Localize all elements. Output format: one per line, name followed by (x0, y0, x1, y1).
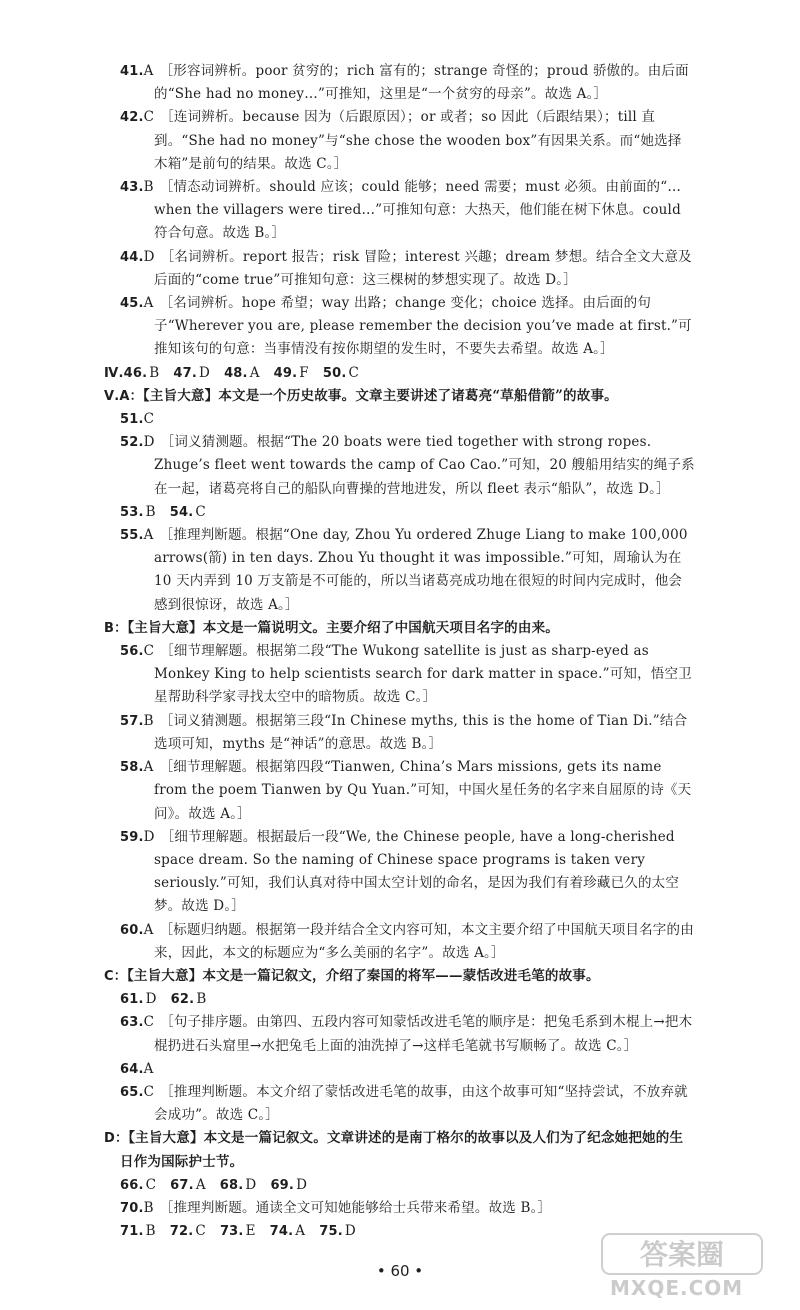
question-number: 54. (169, 504, 194, 520)
answer-letter: D (143, 434, 155, 451)
answer-letter: C (143, 1083, 155, 1100)
question-number: 67. (170, 1177, 194, 1193)
explanation-text: ［推理判断题。本文介绍了蒙恬改进毛笔的故事，由这个故事可知“坚持尝试，不放弃就会成功”。故选 C。］ (154, 1083, 688, 1124)
answer-item-43 (120, 176, 695, 246)
question-number: 63. (120, 1015, 144, 1031)
answer-letter: A (143, 1060, 154, 1077)
question-number: 42. (120, 110, 144, 126)
answer-letter: A (143, 759, 154, 776)
passage-letter: C： (104, 968, 127, 984)
question-number: 43. (120, 180, 144, 196)
answer-letter: A (143, 295, 154, 312)
answer-pair (120, 1177, 156, 1193)
answer-pair (120, 1223, 156, 1239)
answer-pair (124, 365, 160, 381)
answer-letter: B (143, 179, 154, 196)
watermark-logo (600, 1230, 770, 1302)
question-number: 57. (120, 713, 144, 729)
question-number: 70. (120, 1200, 144, 1216)
answer-pair (270, 1177, 307, 1193)
answer-letter: D (143, 248, 155, 265)
question-number: 75. (319, 1224, 343, 1240)
section-b-summary (104, 617, 695, 640)
passage-letter: B： (104, 620, 128, 636)
question-number: 60. (120, 922, 144, 938)
answer-letter: B (145, 1223, 156, 1240)
answer-line-66-69 (120, 1174, 695, 1197)
answer-item-65 (120, 1081, 695, 1127)
answer-letter: C (143, 643, 155, 660)
summary-tag: 【主旨大意】 (126, 967, 203, 984)
section-label: Ⅳ. (104, 365, 124, 381)
question-number: 74. (269, 1224, 294, 1240)
answer-pair (220, 1223, 256, 1239)
answer-item-51 (120, 408, 695, 431)
answer-letter: B (149, 364, 160, 381)
answer-item-44 (120, 246, 695, 292)
question-number: 50. (322, 365, 347, 381)
question-number: 72. (169, 1224, 194, 1240)
answer-pair (224, 365, 260, 381)
answer-letter: B (196, 991, 207, 1008)
explanation-text: ［词义猜测题。根据第三段“In Chinese myths, this is the home of Tian Di.”结合选项可知，myths 是“神话”的意思。故选 B。］ (154, 712, 688, 752)
question-number: 47. (173, 365, 198, 381)
question-number: 65. (120, 1084, 144, 1100)
answer-item-70 (120, 1197, 695, 1220)
question-number: 51. (120, 412, 144, 428)
answer-letter: C (195, 503, 206, 520)
answer-letter: C (143, 411, 155, 428)
question-number: 66. (120, 1177, 144, 1193)
answer-letter: E (245, 1223, 256, 1240)
answer-letter: C (195, 1223, 206, 1240)
answer-letter: A (143, 527, 154, 544)
answer-pair (170, 1223, 206, 1239)
question-number: 71. (120, 1224, 144, 1240)
watermark-logo-text: 答案圈 (639, 1238, 725, 1271)
question-number: 46. (123, 365, 148, 381)
question-number: 53. (120, 504, 144, 520)
question-number: 55. (120, 528, 144, 544)
answer-item-41 (120, 60, 695, 106)
question-number: 68. (219, 1177, 244, 1193)
answer-letter: D (245, 1176, 257, 1193)
answer-letter: D (296, 1176, 308, 1193)
answer-pair (274, 365, 309, 381)
answer-pair (120, 504, 156, 520)
answer-letter: C (348, 364, 360, 381)
explanation-text: ［细节理解题。根据最后一段“We, the Chinese people, have a long-cherished space dream. So the naming of Chinese space programs is taken very seriously.”可知，我们认真对待中国太空计划的命名，是因为我们有着珍藏已久的太空梦。故选 D。］ (154, 828, 680, 915)
question-number: 64. (120, 1061, 144, 1077)
answer-letter: D (143, 828, 155, 845)
answer-item-45 (120, 292, 695, 362)
answer-pair (173, 365, 210, 381)
section-va-summary (104, 385, 695, 408)
summary-tag: 【主旨大意】 (142, 387, 219, 404)
answer-letter: C (143, 109, 155, 126)
answer-item-63 (120, 1011, 695, 1057)
answer-letter: B (143, 712, 154, 729)
answer-pair (323, 365, 359, 381)
question-number: 58. (120, 760, 144, 776)
answer-pair (220, 1177, 257, 1193)
answer-item-56 (120, 640, 695, 710)
answer-letter: A (143, 63, 154, 79)
explanation-text: ［连词辨析。because 因为（后跟原因）；or 或者；so 因此（后跟结果）；till 直到。“She had no money”与“she chose the wooden box”有因果关系。而“她选择木箱”是前句的结果。故选 C。］ (154, 109, 682, 172)
answer-pair (120, 991, 157, 1007)
explanation-text: ［名词辨析。report 报告；risk 冒险；interest 兴趣；dream 梦想。结合全文大意及后面的“come true”可推知句意：这三棵树的梦想实现了。故选 D。］ (154, 248, 692, 288)
section-d-summary (104, 1127, 695, 1173)
answer-letter: A (249, 364, 260, 381)
watermark-url: MXQE.COM (610, 1276, 744, 1300)
explanation-text: ［细节理解题。根据第二段“The Wukong satellite is just as sharp-eyed as Monkey King to help scientists search for dark matter in space.”可知，悟空卫星帮助科学家寻找太空中的暗物质。故选 C。］ (154, 643, 692, 706)
summary-text: 本文是一篇记叙文。文章讲述的是南丁格尔的故事以及人们为了纪念她把她的生日作为国际护士节。 (120, 1130, 684, 1170)
answer-pair (270, 1223, 306, 1239)
section-c-summary (104, 965, 695, 988)
question-number: 41. (120, 64, 144, 79)
answer-letter: C (143, 1014, 155, 1031)
question-number: 73. (219, 1224, 244, 1240)
answer-item-61-62 (120, 988, 695, 1011)
answer-letter: A (143, 921, 154, 938)
question-number: 56. (120, 644, 144, 660)
explanation-text: ［形容词辨析。poor 贫穷的；rich 富有的；strange 奇怪的；proud 骄傲的。由后面的“She had no money…”可推知，这里是“一个贫穷的母亲”。故选 A。］ (154, 63, 689, 103)
explanation-text: ［推理判断题。根据“One day, Zhou Yu ordered Zhuge Liang to make 100,000 arrows(箭) in ten days. Zhou Yu thought it was impossible.”可知，周瑜认为在 10 天内弄到 10 万支箭是不可能的，所以当诸葛亮成功地在很短的时间内完成时，他会感到很惊讶，故选 A。］ (154, 527, 688, 613)
answer-letter: B (143, 1199, 154, 1216)
answer-content (104, 60, 695, 1243)
answer-letter: D (344, 1223, 356, 1240)
section-label: Ⅴ. (104, 388, 120, 404)
answer-item-55 (120, 524, 695, 617)
page-number: • 60 • (376, 1262, 424, 1280)
question-number: 48. (224, 365, 248, 381)
section-iv-answers (104, 362, 695, 385)
question-number: 59. (120, 829, 144, 845)
question-number: 52. (120, 435, 144, 451)
answer-letter: A (295, 1223, 306, 1240)
answer-pair (170, 504, 206, 520)
answer-letter: B (145, 503, 156, 520)
summary-tag: 【主旨大意】 (128, 1130, 204, 1147)
summary-text: 本文是一篇记叙文，介绍了秦国的将军——蒙恬改进毛笔的故事。 (202, 967, 600, 984)
answer-letter: A (195, 1176, 206, 1193)
question-number: 61. (120, 992, 144, 1008)
summary-tag: 【主旨大意】 (127, 619, 203, 636)
watermark-logo-icon (600, 1230, 770, 1278)
question-number: 62. (170, 992, 195, 1008)
explanation-text: ［细节理解题。根据第四段“Tianwen, China’s Mars missions, gets its name from the poem Tianwen by Qu Yuan.”可知，中国火星任务的名字来自屈原的诗《天问》。故选 A。］ (154, 759, 692, 822)
question-number: 69. (270, 1177, 295, 1193)
explanation-text: ［名词辨析。hope 希望；way 出路；change 变化；choice 选择。由后面的句子“Wherever you are, please remember the decision you’ve made at first.”可推知该句的句意：当事情没有按你期望的发生时，不要失去希望。故选 A。］ (154, 295, 692, 358)
summary-text: 本文是一篇说明文。主要介绍了中国航天项目名字的由来。 (202, 619, 559, 636)
answer-item-64 (120, 1058, 695, 1081)
explanation-text: ［句子排序题。由第四、五段内容可知蒙恬改进毛笔的顺序是：把兔毛系到木棍上→把木棍扔进石头窟里→水把兔毛上面的油洗掉了→这样毛笔就书写顺畅了。故选 C。］ (154, 1014, 693, 1054)
explanation-text: ［词义猜测题。根据“The 20 boats were tied together with strong ropes. Zhuge’s fleet went towards the camp of Cao Cao.”可知，20 艘船用结实的绳子系在一起，诸葛亮将自己的船队向曹操的营地进发，所以 fleet 表示“船队”，故选 D。］ (154, 434, 695, 497)
question-number: 49. (273, 365, 298, 381)
passage-letter: D： (104, 1131, 129, 1147)
answer-letter: C (145, 1176, 157, 1193)
question-number: 45. (120, 296, 144, 312)
passage-letter: A： (119, 388, 143, 404)
explanation-text: ［推理判断题。通读全文可知她能够给士兵带来希望。故选 B。］ (159, 1199, 552, 1216)
answer-item-52 (120, 431, 695, 501)
answer-item-60 (120, 919, 695, 965)
question-number: 44. (120, 249, 144, 265)
explanation-text: ［标题归纳题。根据第一段并结合全文内容可知，本文主要介绍了中国航天项目名字的由来，因此，本文的标题应为“多么美丽的名字”。故选 A。］ (154, 921, 694, 961)
answer-item-58 (120, 756, 695, 826)
answer-pair (171, 991, 207, 1007)
answer-item-42 (120, 106, 695, 176)
answer-item-57 (120, 710, 695, 756)
answer-letter: D (145, 991, 157, 1008)
answer-letter: F (299, 364, 309, 381)
answer-pair (319, 1223, 356, 1239)
answer-pair (170, 1177, 206, 1193)
answer-letter: D (199, 364, 211, 381)
summary-text: 本文是一个历史故事。文章主要讲述了诸葛亮“草船借箭”的故事。 (218, 387, 618, 404)
answer-item-59 (120, 826, 695, 919)
explanation-text: ［情态动词辨析。should 应该；could 能够；need 需要；must 必须。由前面的“…when the villagers were tired…”可推知句意：大热天，他们能在树下休息。could 符合句意。故选 B。］ (154, 179, 682, 242)
answer-item-53-54 (120, 501, 695, 524)
